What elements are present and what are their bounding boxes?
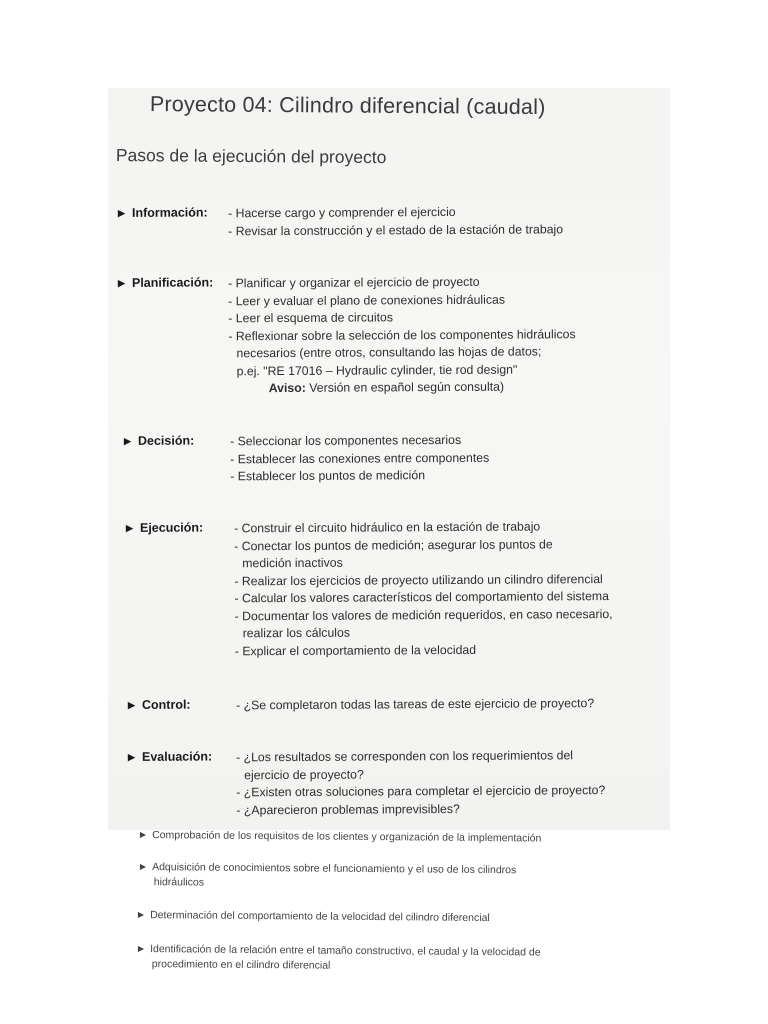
section-lines <box>236 695 594 715</box>
list-item: - Construir el circuito hidráulico en la estación de trabajo <box>234 519 541 536</box>
list-item: - Realizar los ejercicios de proyecto utilizando un cilindro diferencial <box>234 571 603 588</box>
list-item: - Leer el esquema de circuitos <box>228 310 394 326</box>
list-item: - Revisar la construcción y el estado de la estación de trabajo <box>228 221 564 238</box>
list-item: - Establecer los puntos de medición <box>230 468 426 484</box>
arrow-bullet-icon: ▶ <box>137 943 145 954</box>
arrow-bullet-icon: ▶ <box>126 522 133 533</box>
list-item: medición inactivos <box>242 555 343 571</box>
list-item: - Explicar el comportamiento de la velocidad <box>234 642 477 658</box>
objective-item <box>138 942 541 975</box>
page-title: Proyecto 04: Cilindro diferencial (caudal) <box>149 92 546 120</box>
section-label: ▶ Control: <box>128 697 191 712</box>
arrow-bullet-icon: ▶ <box>128 751 135 762</box>
section-label: ▶ Ejecución: <box>126 520 204 535</box>
notice-label: Aviso: <box>268 380 306 396</box>
objective-text: Determinación del comportamiento de la velocidad del cilindro diferencial <box>150 909 490 925</box>
arrow-bullet-icon: ▶ <box>139 829 147 840</box>
section-label: ▶ Evaluación: <box>128 749 213 764</box>
arrow-bullet-icon: ▶ <box>118 207 125 218</box>
list-item: realizar los cálculos <box>242 625 351 641</box>
section-lines <box>228 273 576 398</box>
objective-text: Comprobación de los requisitos de los clientes y organización de la implementación <box>152 829 542 845</box>
list-item: - ¿Los resultados se corresponden con los requerimientos del <box>236 748 574 765</box>
section-label: ▶ Planificación: <box>118 275 214 290</box>
list-item: - Conectar los puntos de medición; asegurar los puntos de <box>234 536 553 553</box>
section-lines <box>234 518 613 660</box>
list-item: - Establecer las conexiones entre componentes <box>230 450 490 466</box>
list-item: - Seleccionar los componentes necesarios <box>230 432 462 449</box>
arrow-bullet-icon: ▶ <box>128 699 135 710</box>
list-item: - Planificar y organizar el ejercicio de proyecto <box>228 274 480 291</box>
section-lines <box>230 432 489 486</box>
list-item: - ¿Se completaron todas las tareas de este ejercicio de proyecto? <box>236 696 595 713</box>
objective-item <box>140 860 517 892</box>
notice-line <box>229 378 576 398</box>
arrow-bullet-icon: ▶ <box>137 909 145 920</box>
arrow-bullet-icon: ▶ <box>139 861 147 872</box>
list-item: - ¿Aparecieron problemas imprevisibles? <box>236 801 460 817</box>
arrow-bullet-icon: ▶ <box>118 277 125 288</box>
arrow-bullet-icon: ▶ <box>124 435 131 446</box>
objective-item <box>138 908 490 926</box>
list-item: - Hacerse cargo y comprender el ejercicio <box>228 204 456 221</box>
list-item: necesarios (entre otros, consultando las hojas de datos; <box>236 344 542 361</box>
notice-text: Versión en español según consulta) <box>305 379 505 395</box>
objective-item <box>140 828 542 847</box>
list-item: - Calcular los valores característicos del comportamiento del sistema <box>234 589 610 606</box>
objective-text: Identificación de la relación entre el tamaño constructivo, el caudal y la velocidad de <box>150 943 541 959</box>
section-label: ▶ Información: <box>118 205 208 220</box>
list-item: - Documentar los valores de medición requeridos, en caso necesario, <box>234 606 613 623</box>
objective-text: Adquisición de conocimientos sobre el funcionamiento y el uso de los cilindros <box>152 861 517 877</box>
list-item: - ¿Existen otras soluciones para completar el ejercicio de proyecto? <box>236 783 606 800</box>
objective-text-continued: hidráulicos <box>153 876 205 889</box>
list-item: p.ej. "RE 17016 – Hydraulic cylinder, tie rod design" <box>236 362 518 378</box>
list-item: ejercicio de proyecto? <box>244 767 364 782</box>
section-label: ▶ Decisión: <box>124 433 195 448</box>
list-item: - Reflexionar sobre la selección de los componentes hidráulicos <box>228 326 576 343</box>
section-lines <box>236 747 606 819</box>
section-lines <box>228 203 563 240</box>
objective-text-continued: procedimiento en el cilindro diferencial <box>151 958 331 972</box>
page-subtitle: Pasos de la ejecución del proyecto <box>115 145 387 168</box>
list-item: - Leer y evaluar el plano de conexiones hidráulicas <box>228 292 506 308</box>
